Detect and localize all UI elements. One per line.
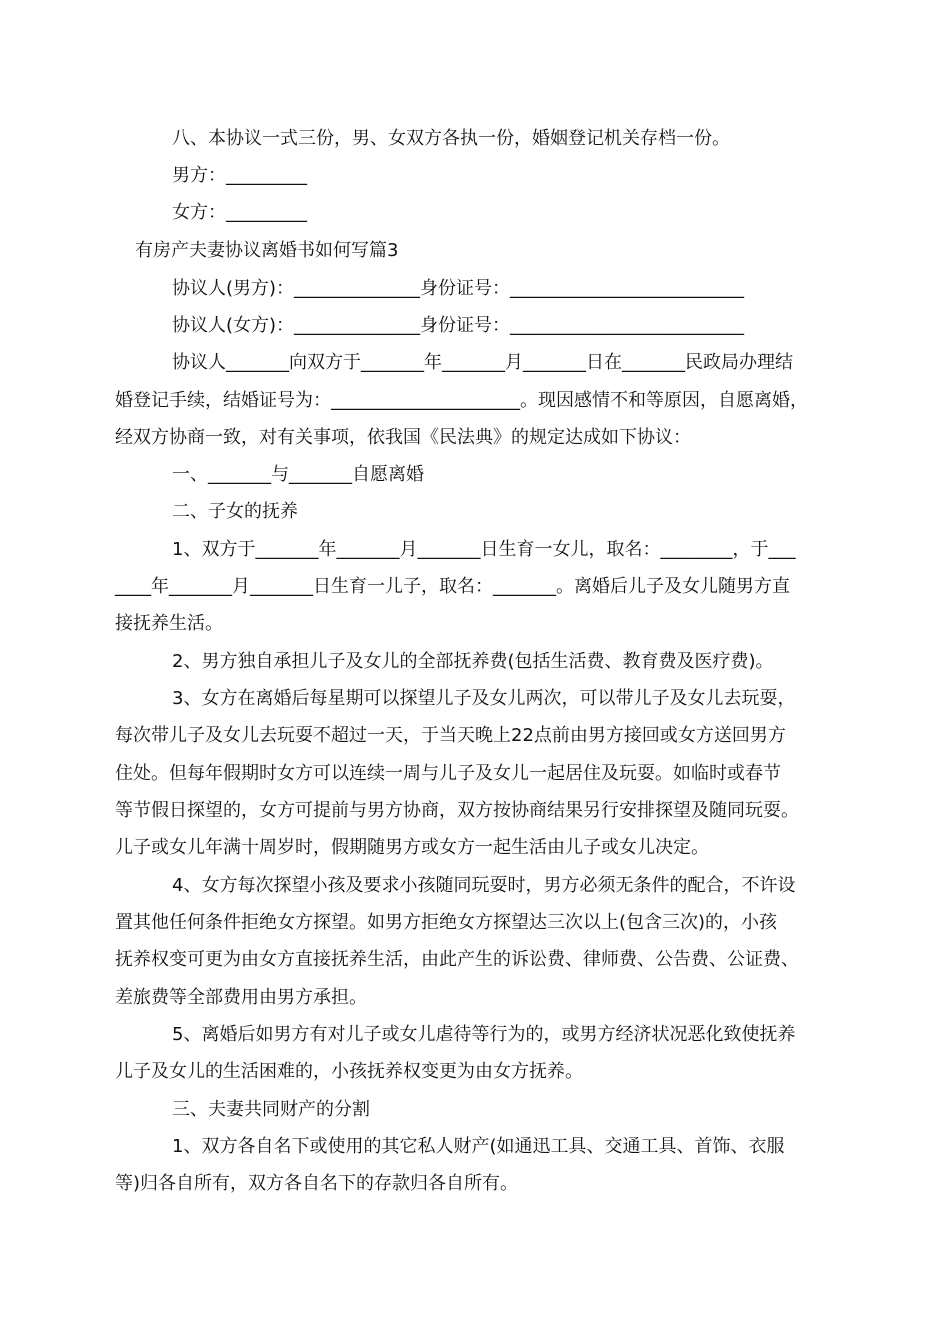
clause-1: 一、_______与_______自愿离婚 <box>172 464 424 485</box>
child-2: 2、男方独自承担儿子及女儿的全部抚养费(包括生活费、教育费及医疗费)。 <box>172 651 774 672</box>
child-4-line-4: 差旅费等全部费用由男方承担。 <box>115 987 367 1008</box>
child-1-line-1: 1、双方于_______年_______月_______日生育一女儿，取名：________，于___ <box>172 539 796 560</box>
child-1-line-2: ____年_______月_______日生育一儿子，取名：_______。离婚后儿子及女儿随男方直 <box>115 576 790 597</box>
child-5-line-1: 5、离婚后如男方有对儿子或女儿虐待等行为的，或男方经济状况恶化致使抚养 <box>172 1024 796 1045</box>
clause-3-heading: 三、夫妻共同财产的分割 <box>172 1099 370 1120</box>
property-1-line-2: 等)归各自所有，双方各自名下的存款归各自所有。 <box>115 1173 519 1194</box>
child-4-line-2: 置其他任何条件拒绝女方探望。如男方拒绝女方探望达三次以上(包含三次)的，小孩 <box>115 912 778 933</box>
intro-line-2: 婚登记手续，结婚证号为：_____________________。现因感情不和等原因，自愿离婚， <box>115 390 808 411</box>
child-5-line-2: 儿子及女儿的生活困难的，小孩抚养权变更为由女方抚养。 <box>115 1061 583 1082</box>
child-3-line-4: 等节假日探望的，女方可提前与男方协商，双方按协商结果另行安排探望及随同玩耍。 <box>115 800 799 821</box>
signature-female: 女方：_________ <box>172 202 307 223</box>
intro-line-1: 协议人_______向双方于_______年_______月_______日在_______民政局办理结 <box>172 352 793 373</box>
child-4-line-1: 4、女方每次探望小孩及要求小孩随同玩耍时，男方必须无条件的配合，不许设 <box>172 875 796 896</box>
party-male: 协议人(男方)：______________身份证号：__________________________ <box>172 278 745 299</box>
section-heading: 有房产夫妻协议离婚书如何写篇3 <box>135 240 399 261</box>
child-3-line-3: 住处。但每年假期时女方可以连续一周与儿子及女儿一起居住及玩耍。如临时或春节 <box>115 763 781 784</box>
child-4-line-3: 抚养权变可更为由女方直接抚养生活，由此产生的诉讼费、律师费、公告费、公证费、 <box>115 949 799 970</box>
child-3-line-5: 儿子或女儿年满十周岁时，假期随男方或女方一起生活由儿子或女儿决定。 <box>115 837 709 858</box>
party-female: 协议人(女方)：______________身份证号：__________________________ <box>172 315 745 336</box>
clause-8: 八、本协议一式三份，男、女双方各执一份，婚姻登记机关存档一份。 <box>172 128 730 149</box>
clause-2-heading: 二、子女的抚养 <box>172 501 298 522</box>
child-1-line-3: 接抚养生活。 <box>115 613 223 634</box>
child-3-line-1: 3、女方在离婚后每星期可以探望儿子及女儿两次，可以带儿子及女儿去玩耍， <box>172 688 796 709</box>
child-3-line-2: 每次带儿子及女儿去玩耍不超过一天，于当天晚上22点前由男方接回或女方送回男方 <box>115 725 786 746</box>
signature-male: 男方：_________ <box>172 165 307 186</box>
property-1-line-1: 1、双方各自名下或使用的其它私人财产(如通迅工具、交通工具、首饰、衣服 <box>172 1136 785 1157</box>
intro-line-3: 经双方协商一致，对有关事项，依我国《民法典》的规定达成如下协议： <box>115 427 691 448</box>
